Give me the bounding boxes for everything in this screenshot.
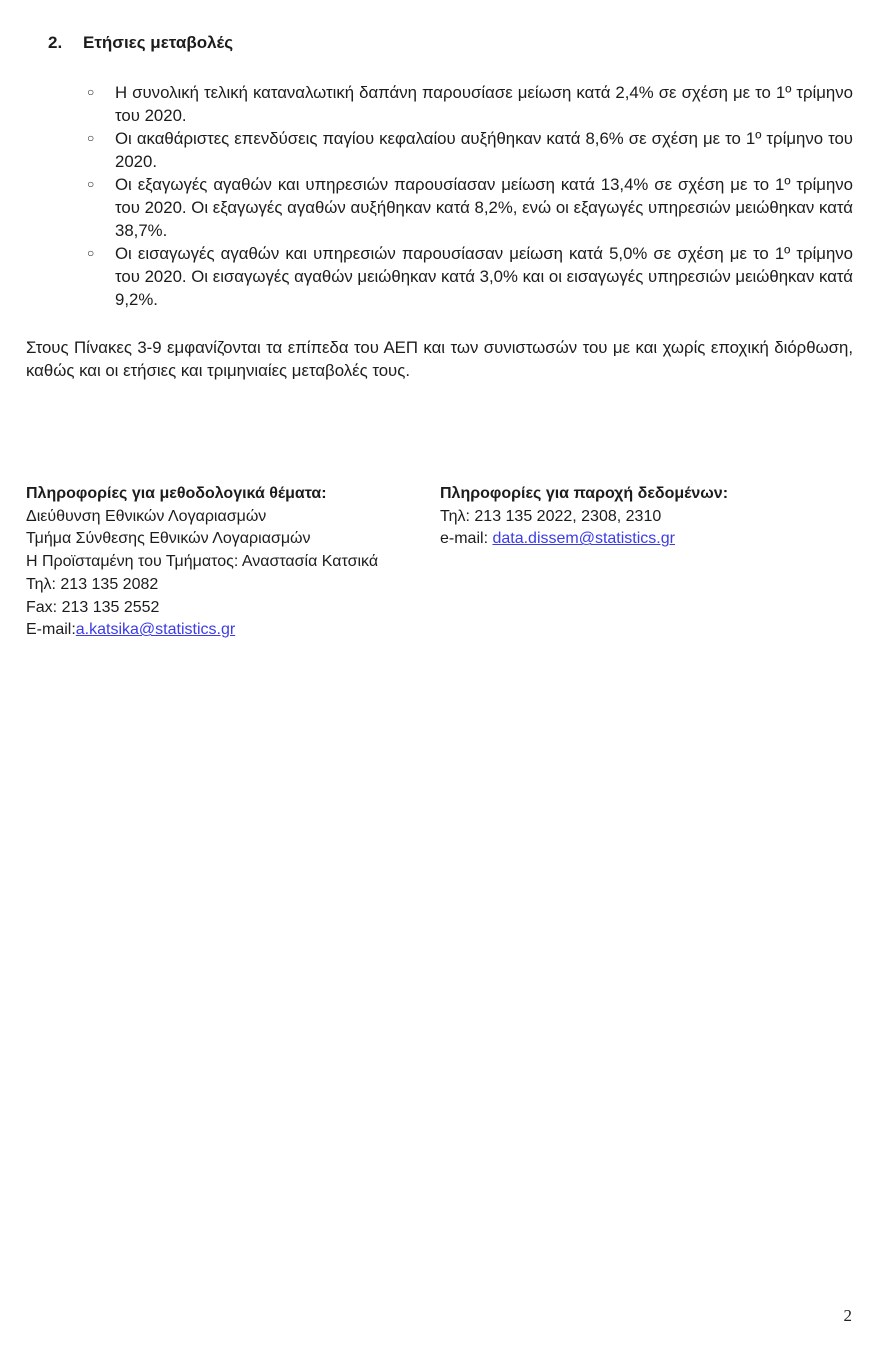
contact-data-title: Πληροφορίες για παροχή δεδομένων:: [440, 485, 729, 502]
bullet-marker-icon: ○: [87, 85, 95, 99]
contact-line-fax: Fax: 213 135 2552: [26, 598, 160, 616]
contact-methodology: [26, 483, 426, 642]
contact-data-provision: [440, 483, 840, 551]
contact-line-email: [440, 528, 840, 551]
list-item-text: Οι ακαθάριστες επενδύσεις παγίου κεφαλαίου αυξήθηκαν κατά 8,6% σε σχέση με το 1º τρίμηνο του 2020.: [115, 129, 853, 171]
list-item: [87, 81, 853, 127]
contact-line-unit: Τμήμα Σύνθεσης Εθνικών Λογαριασμών: [26, 530, 311, 548]
contact-methodology-title: Πληροφορίες για μεθοδολογικά θέματα:: [26, 485, 327, 502]
list-item: [87, 242, 853, 311]
bullet-list: [87, 81, 853, 311]
page-number: 2: [843, 1306, 852, 1325]
contact-line-head: Η Προϊσταμένη του Τμήματος: Αναστασία Κατσικά: [26, 553, 379, 571]
list-item: [87, 127, 853, 173]
contact-line-email: [26, 619, 426, 642]
data-email-link[interactable]: data.dissem@statistics.gr: [492, 530, 675, 548]
contact-line-phone: Τηλ: 213 135 2082: [26, 575, 159, 593]
contact-line-department: Διεύθυνση Εθνικών Λογαριασμών: [26, 507, 267, 525]
list-item-text: Η συνολική τελική καταναλωτική δαπάνη παρουσίασε μείωση κατά 2,4% σε σχέση με το 1º τρίμηνο του 2020.: [115, 83, 853, 125]
section-title: Ετήσιες μεταβολές: [83, 33, 234, 52]
section-number: 2.: [48, 33, 63, 52]
bullet-marker-icon: ○: [87, 177, 95, 191]
methodology-email-link[interactable]: a.katsika@statistics.gr: [75, 621, 236, 639]
list-item-text: Οι εισαγωγές αγαθών και υπηρεσιών παρουσίασαν μείωση κατά 5,0% σε σχέση με το 1º τρίμηνο του 2020. Οι εισαγωγές αγαθών μειώθηκαν κατά 3,0% και οι εισαγωγές υπηρεσιών μειώθηκαν κατά 9,2%.: [115, 244, 853, 309]
list-item: [87, 173, 853, 242]
body-paragraph: Στους Πίνακες 3-9 εμφανίζονται τα επίπεδα του ΑΕΠ και των συνιστωσών του με και χωρίς εποχική διόρθωση, καθώς και οι ετήσιες και τριμηνιαίες μεταβολές τους.: [26, 338, 853, 380]
bullet-marker-icon: ○: [87, 246, 95, 260]
list-item-text: Οι εξαγωγές αγαθών και υπηρεσιών παρουσίασαν μείωση κατά 13,4% σε σχέση με το 1º τρίμηνο του 2020. Οι εξαγωγές αγαθών αυξήθηκαν κατά 8,2%, ενώ οι εξαγωγές υπηρεσιών μειώθηκαν κατά 38,7%.: [115, 175, 853, 240]
email-label: E-mail:: [26, 621, 76, 639]
contact-line-phone: Τηλ: 213 135 2022, 2308, 2310: [440, 507, 662, 525]
section-heading: [48, 33, 233, 53]
email-label: e-mail:: [440, 530, 493, 548]
bullet-marker-icon: ○: [87, 131, 95, 145]
